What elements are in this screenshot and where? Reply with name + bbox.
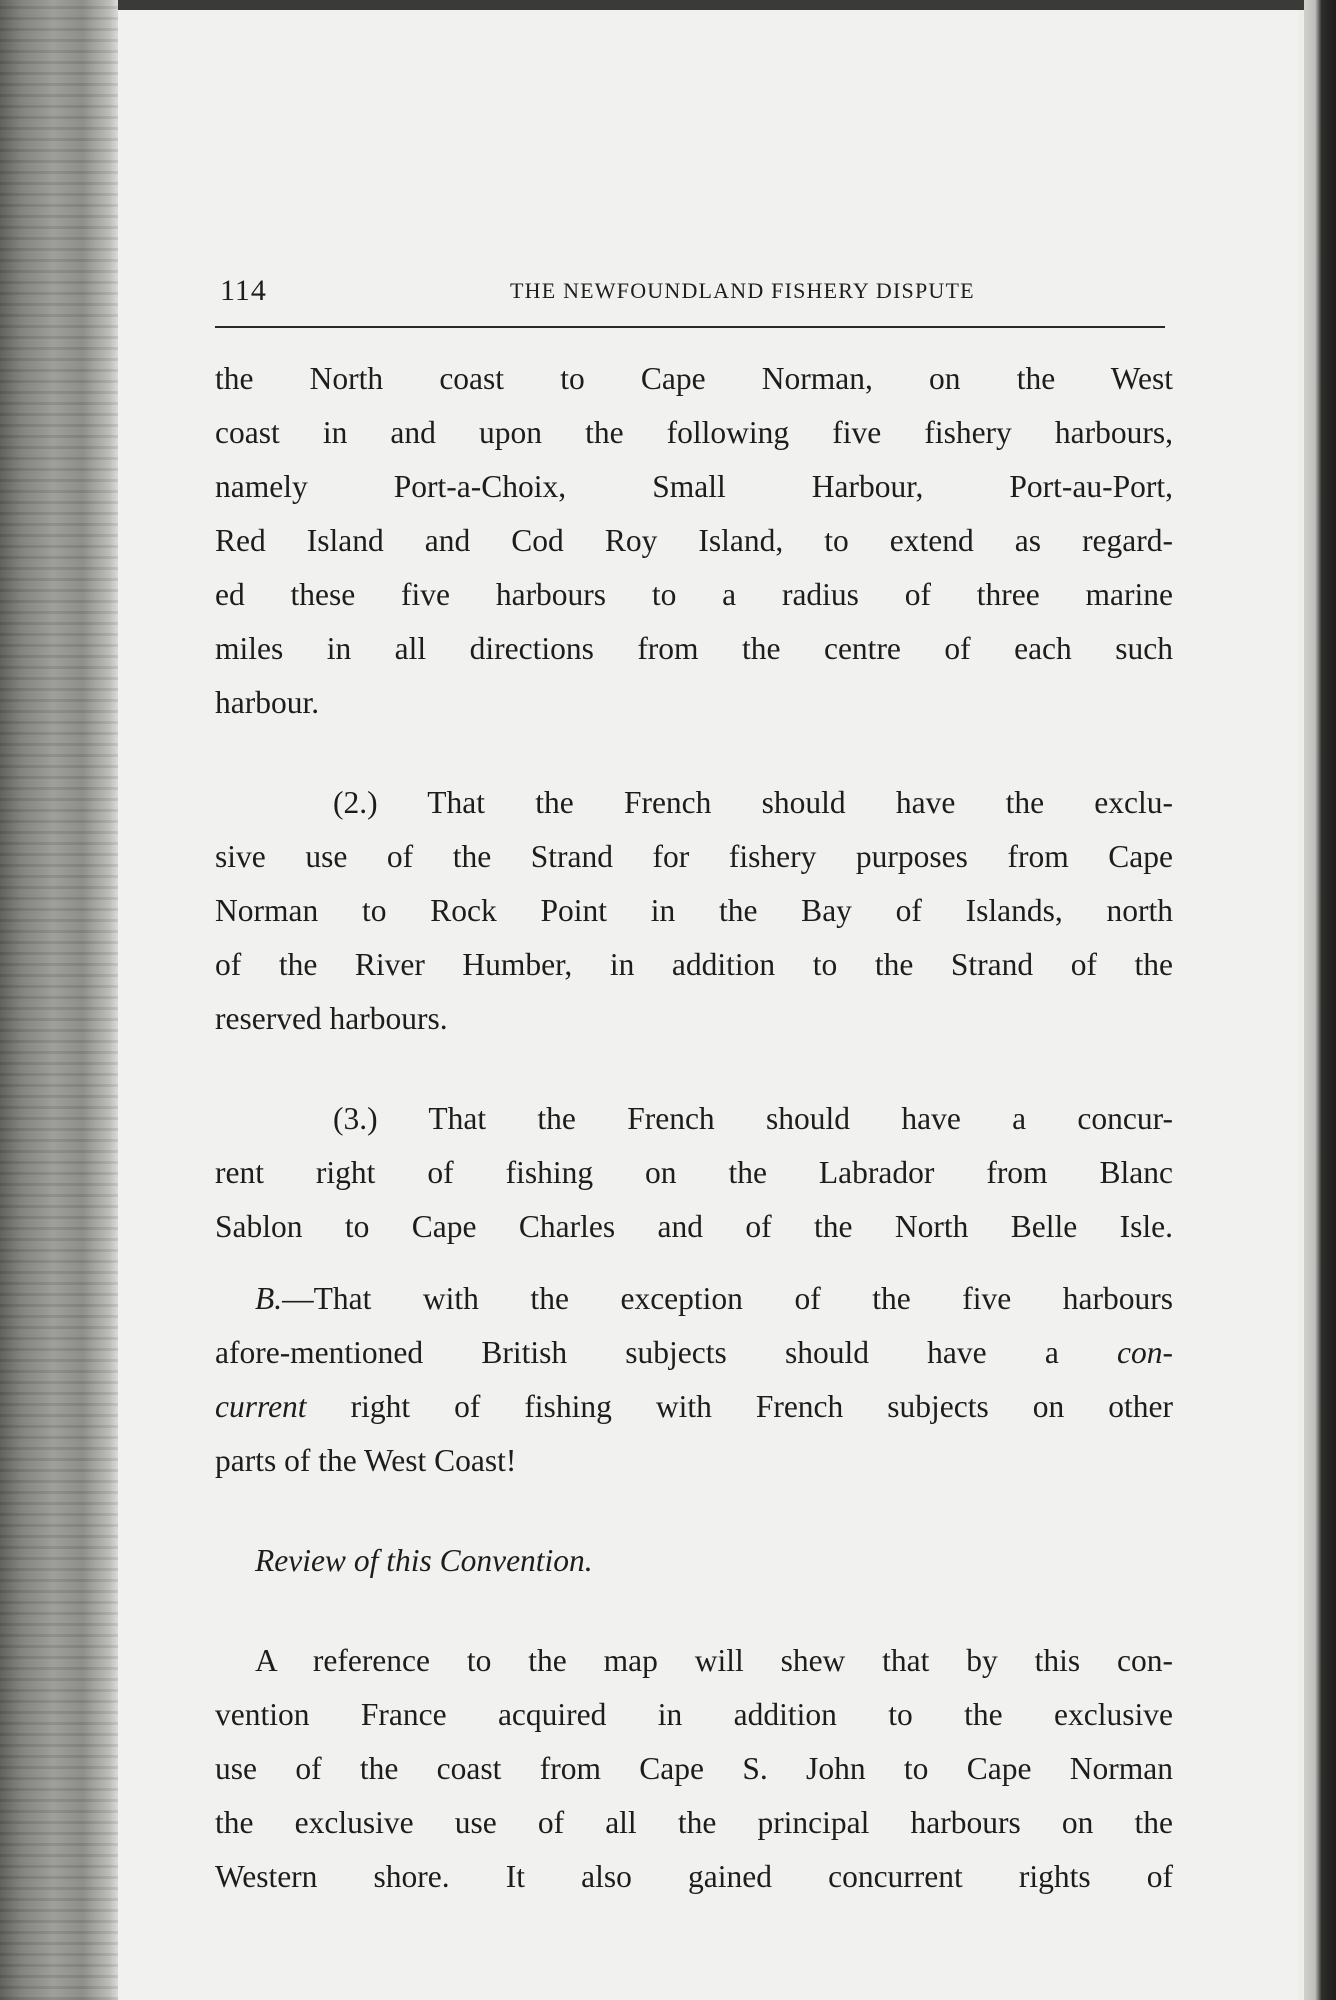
paragraph-continuation [215, 352, 1173, 730]
running-title: THE NEWFOUNDLAND FISHERY DISPUTE [510, 278, 975, 303]
text-line: the North coast to Cape Norman, on the West [215, 361, 1173, 396]
text-fragment: right of fishing with French subjects on other [350, 1389, 1174, 1424]
section-heading [215, 1534, 1173, 1588]
text-line: (3.) That the French should have a concur- [333, 1101, 1173, 1136]
text-line [215, 1272, 1173, 1326]
clause-label: B. [255, 1281, 283, 1316]
text-line: A reference to the map will shew that by this con- [255, 1643, 1173, 1678]
book-spine-edge [0, 0, 118, 2000]
text-line: the exclusive use of all the principal harbours on the [215, 1805, 1173, 1840]
text-line: sive use of the Strand for fishery purposes from Cape [215, 839, 1173, 874]
text-line: vention France acquired in addition to the exclusive [215, 1697, 1173, 1732]
section-heading-text: Review of this Convention. [255, 1543, 593, 1578]
paragraph-clause-2 [215, 776, 1173, 1046]
text-line: rent right of fishing on the Labrador from Blanc [215, 1155, 1173, 1190]
right-edge-shadow [1304, 0, 1336, 2000]
italic-fragment: con- [1117, 1335, 1174, 1370]
paragraph-review [215, 1634, 1173, 1904]
text-line: Red Island and Cod Roy Island, to extend as regard- [215, 523, 1173, 558]
paragraph-clause-3 [215, 1092, 1173, 1254]
text-fragment: —That with the exception of the five harbours [282, 1281, 1173, 1316]
text-line: coast in and upon the following five fishery harbours, [215, 415, 1173, 450]
text-line [215, 1326, 1173, 1380]
text-line: use of the coast from Cape S. John to Cape Norman [215, 1751, 1173, 1786]
text-line: reserved harbours. [215, 1001, 448, 1036]
text-line: of the River Humber, in addition to the Strand of the [215, 947, 1173, 982]
page-number: 114 [220, 274, 267, 307]
text-line: Sablon to Cape Charles and of the North Belle Isle. [215, 1209, 1173, 1244]
text-line: parts of the West Coast! [215, 1443, 517, 1478]
text-line: Norman to Rock Point in the Bay of Islands, north [215, 893, 1173, 928]
text-fragment: afore-mentioned British subjects should have a [215, 1335, 1059, 1370]
text-line: miles in all directions from the centre of each such [215, 631, 1173, 666]
text-line: Western shore. It also gained concurrent rights of [215, 1859, 1173, 1894]
header-rule [215, 326, 1165, 328]
text-line: namely Port-a-Choix, Small Harbour, Port-au-Port, [215, 469, 1173, 504]
text-line [215, 1380, 1173, 1434]
page-body [215, 352, 1173, 1904]
page-header [220, 268, 1160, 328]
top-edge-shadow [0, 0, 1336, 10]
text-line: ed these five harbours to a radius of three marine [215, 577, 1173, 612]
italic-fragment: current [215, 1389, 307, 1424]
text-line: harbour. [215, 685, 320, 720]
text-line: (2.) That the French should have the exclu- [333, 785, 1173, 820]
paragraph-clause-b [215, 1272, 1173, 1488]
